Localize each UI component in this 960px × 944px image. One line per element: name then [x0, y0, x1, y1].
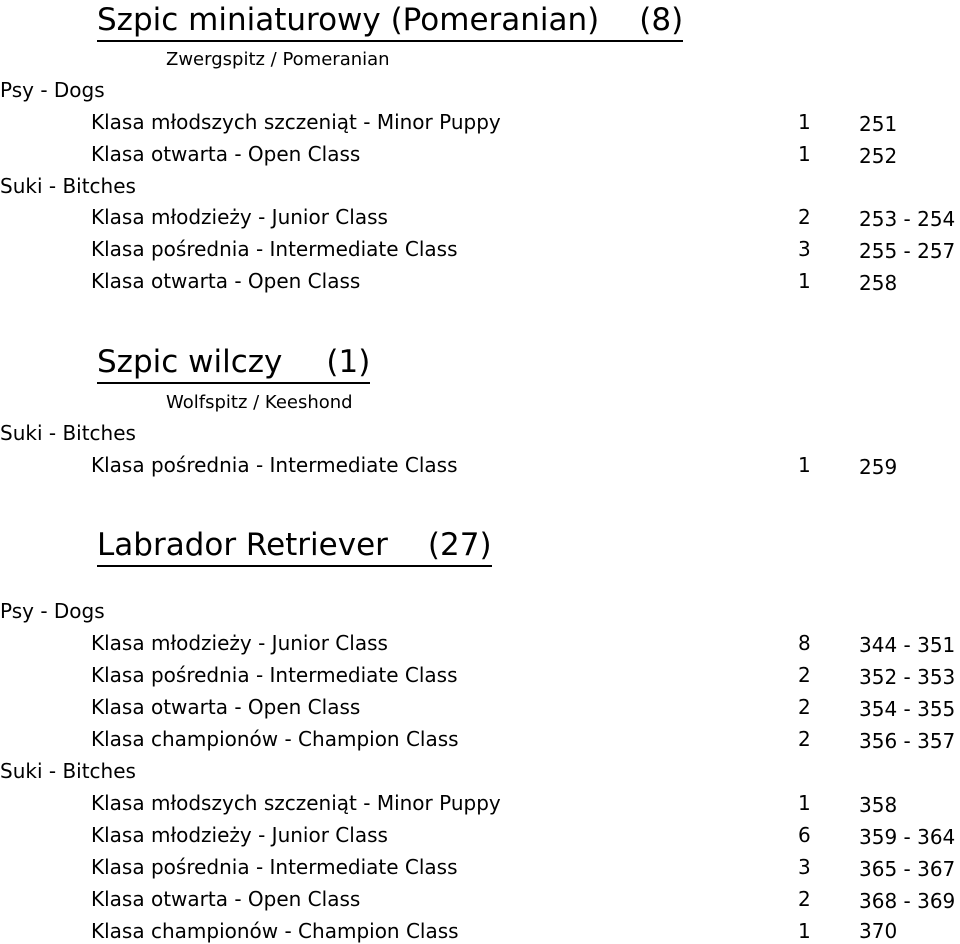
breed-name: Labrador Retriever — [97, 527, 388, 563]
breed-subtitle: Wolfspitz / Keeshond — [166, 392, 353, 413]
entry-count: 2 — [798, 695, 811, 719]
class-name: Klasa młodzieży - Junior Class — [91, 205, 388, 229]
catalog-numbers: 365 - 367 — [859, 857, 956, 881]
class-name: Klasa pośrednia - Intermediate Class — [91, 663, 458, 687]
entry-count: 1 — [798, 453, 811, 477]
catalog-numbers: 358 — [859, 793, 898, 817]
catalog-numbers: 354 - 355 — [859, 697, 956, 721]
sex-heading: Suki - Bitches — [0, 174, 136, 198]
breed-title — [97, 527, 492, 567]
entry-count: 2 — [798, 663, 811, 687]
catalog-numbers: 370 — [859, 919, 898, 943]
class-name: Klasa otwarta - Open Class — [91, 887, 361, 911]
sex-heading: Suki - Bitches — [0, 421, 136, 445]
entry-count: 8 — [798, 631, 811, 655]
breed-name: Szpic miniaturowy (Pomeranian) — [97, 2, 600, 38]
class-name: Klasa pośrednia - Intermediate Class — [91, 453, 458, 477]
class-name: Klasa młodszych szczeniąt - Minor Puppy — [91, 791, 501, 815]
catalog-numbers: 259 — [859, 455, 898, 479]
catalog-numbers: 253 - 254 — [859, 207, 956, 231]
class-name: Klasa otwarta - Open Class — [91, 695, 361, 719]
breed-entry-count: (27) — [427, 527, 492, 563]
catalog-numbers: 352 - 353 — [859, 665, 956, 689]
breed-entry-count: (1) — [326, 344, 371, 380]
sex-heading: Suki - Bitches — [0, 759, 136, 783]
entry-count: 3 — [798, 237, 811, 261]
sex-heading: Psy - Dogs — [0, 599, 105, 623]
entry-count: 1 — [798, 110, 811, 134]
entry-count: 1 — [798, 142, 811, 166]
class-name: Klasa otwarta - Open Class — [91, 269, 361, 293]
catalog-numbers: 356 - 357 — [859, 729, 956, 753]
catalog-numbers: 359 - 364 — [859, 825, 956, 849]
entry-count: 1 — [798, 791, 811, 815]
class-name: Klasa pośrednia - Intermediate Class — [91, 237, 458, 261]
breed-name: Szpic wilczy — [97, 344, 283, 380]
catalog-numbers: 344 - 351 — [859, 633, 956, 657]
breed-title — [97, 2, 683, 42]
entry-count: 1 — [798, 269, 811, 293]
entry-count: 2 — [798, 205, 811, 229]
breed-subtitle: Zwergspitz / Pomeranian — [166, 49, 390, 70]
catalog-numbers: 252 — [859, 144, 898, 168]
entry-count: 1 — [798, 919, 811, 943]
catalog-numbers: 368 - 369 — [859, 889, 956, 913]
class-name: Klasa młodzieży - Junior Class — [91, 823, 388, 847]
entry-count: 2 — [798, 727, 811, 751]
class-name: Klasa championów - Champion Class — [91, 727, 459, 751]
breed-title — [97, 344, 370, 384]
class-name: Klasa młodszych szczeniąt - Minor Puppy — [91, 110, 501, 134]
sex-heading: Psy - Dogs — [0, 78, 105, 102]
catalog-numbers: 251 — [859, 112, 898, 136]
breed-entry-count: (8) — [639, 2, 684, 38]
entry-count: 6 — [798, 823, 811, 847]
class-name: Klasa pośrednia - Intermediate Class — [91, 855, 458, 879]
class-name: Klasa otwarta - Open Class — [91, 142, 361, 166]
class-name: Klasa młodzieży - Junior Class — [91, 631, 388, 655]
catalog-numbers: 255 - 257 — [859, 239, 956, 263]
entry-count: 3 — [798, 855, 811, 879]
catalog-numbers: 258 — [859, 271, 898, 295]
entry-count: 2 — [798, 887, 811, 911]
class-name: Klasa championów - Champion Class — [91, 919, 459, 943]
